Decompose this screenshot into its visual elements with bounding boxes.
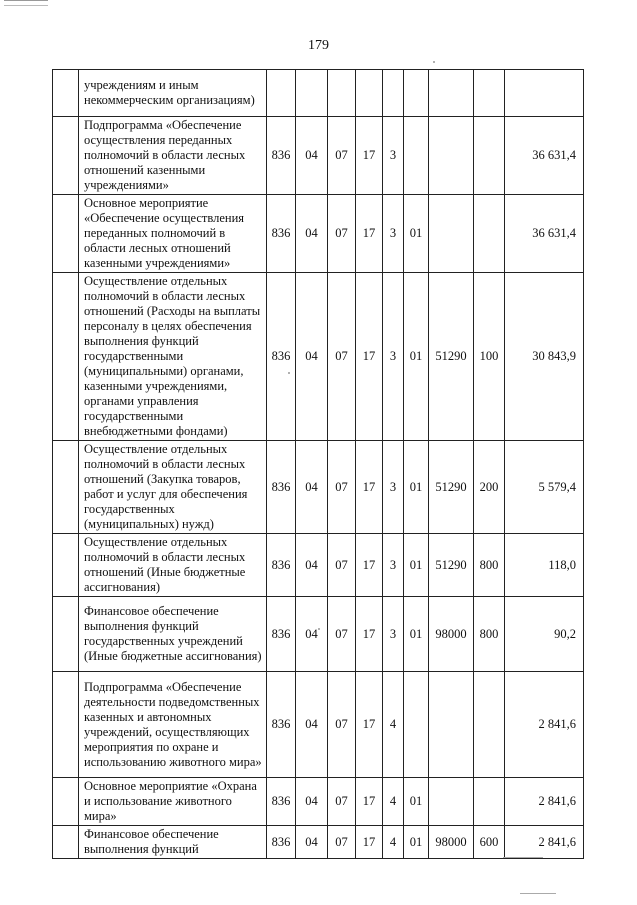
- budget-table-body: [53, 70, 584, 859]
- section-code-cell: 04: [296, 826, 328, 859]
- amount-cell: 5 579,4: [505, 441, 584, 534]
- row-index-cell: [53, 778, 79, 826]
- event-code-cell: 01: [404, 597, 429, 672]
- direction-code-cell: 51290: [429, 534, 474, 597]
- direction-code-cell: [429, 117, 474, 195]
- section-code-cell: 04: [296, 195, 328, 273]
- expense-type-code-cell: [474, 195, 505, 273]
- amount-cell: 90,2: [505, 597, 584, 672]
- subprogram-code-cell: 3: [383, 195, 404, 273]
- expense-type-code-cell: [474, 70, 505, 117]
- expense-type-code-cell: [474, 117, 505, 195]
- program-code-cell: 17: [356, 534, 383, 597]
- event-code-cell: 01: [404, 534, 429, 597]
- direction-code-cell: [429, 778, 474, 826]
- table-row: [53, 273, 584, 441]
- program-code-cell: 17: [356, 441, 383, 534]
- table-row: [53, 597, 584, 672]
- amount-cell: 2 841,6: [505, 672, 584, 778]
- program-code-cell: 17: [356, 672, 383, 778]
- direction-code-cell: [429, 195, 474, 273]
- program-code-cell: 17: [356, 826, 383, 859]
- expense-type-code-cell: [474, 672, 505, 778]
- amount-cell: 30 843,9: [505, 273, 584, 441]
- amount-cell: 36 631,4: [505, 117, 584, 195]
- ved-code-cell: 836: [267, 826, 296, 859]
- row-name-cell: Финансовое обеспечение выполнения функций: [79, 826, 267, 859]
- ved-code-cell: 836: [267, 441, 296, 534]
- section-code-cell: 04: [296, 117, 328, 195]
- scan-speck: [288, 372, 290, 374]
- ved-code-cell: 836: [267, 672, 296, 778]
- row-name-cell: Подпрограмма «Обеспечение осуществления переданных полномочий в области лесных отношений казенными учреждениями»: [79, 117, 267, 195]
- expense-type-code-cell: 800: [474, 534, 505, 597]
- subprogram-code-cell: [383, 70, 404, 117]
- direction-code-cell: 51290: [429, 273, 474, 441]
- section-code-cell: [296, 70, 328, 117]
- table-row: [53, 534, 584, 597]
- row-name-cell: Финансовое обеспечение выполнения функций государственных учреждений (Иные бюджетные ассигнования): [79, 597, 267, 672]
- scan-speck: [318, 628, 320, 630]
- table-row: [53, 441, 584, 534]
- row-name-cell: Основное мероприятие «Охрана и использование животного мира»: [79, 778, 267, 826]
- direction-code-cell: [429, 70, 474, 117]
- subsection-code-cell: 07: [328, 195, 356, 273]
- table-row: [53, 195, 584, 273]
- subsection-code-cell: 07: [328, 672, 356, 778]
- table-row: [53, 672, 584, 778]
- section-code-cell: 04: [296, 273, 328, 441]
- row-name-cell: Осуществление отдельных полномочий в области лесных отношений (Закупка товаров, работ и услуг для обеспечения государственных (муниципальных) нужд): [79, 441, 267, 534]
- scan-corner-mark: [4, 0, 48, 6]
- expense-type-code-cell: [474, 778, 505, 826]
- row-index-cell: [53, 117, 79, 195]
- direction-code-cell: 51290: [429, 441, 474, 534]
- subsection-code-cell: 07: [328, 441, 356, 534]
- row-index-cell: [53, 534, 79, 597]
- subsection-code-cell: 07: [328, 273, 356, 441]
- row-name-cell: учреждениям и иным некоммерческим организациям): [79, 70, 267, 117]
- subsection-code-cell: 07: [328, 778, 356, 826]
- subsection-code-cell: 07: [328, 534, 356, 597]
- program-code-cell: 17: [356, 778, 383, 826]
- section-code-cell: 04: [296, 534, 328, 597]
- event-code-cell: 01: [404, 826, 429, 859]
- subsection-code-cell: [328, 70, 356, 117]
- scan-mark: [520, 893, 556, 894]
- event-code-cell: 01: [404, 778, 429, 826]
- scan-speck: [433, 61, 435, 63]
- subprogram-code-cell: 3: [383, 441, 404, 534]
- event-code-cell: 01: [404, 195, 429, 273]
- expense-type-code-cell: 800: [474, 597, 505, 672]
- ved-code-cell: 836: [267, 534, 296, 597]
- amount-cell: 2 841,6: [505, 826, 584, 859]
- event-code-cell: 01: [404, 441, 429, 534]
- row-name-cell: Осуществление отдельных полномочий в области лесных отношений (Иные бюджетные ассигнования): [79, 534, 267, 597]
- budget-table: [52, 69, 584, 859]
- section-code-cell: 04: [296, 441, 328, 534]
- expense-type-code-cell: 200: [474, 441, 505, 534]
- ved-code-cell: 836: [267, 273, 296, 441]
- row-index-cell: [53, 672, 79, 778]
- table-row: [53, 826, 584, 859]
- row-index-cell: [53, 441, 79, 534]
- row-index-cell: [53, 826, 79, 859]
- row-name-cell: Осуществление отдельных полномочий в области лесных отношений (Расходы на выплаты персоналу в целях обеспечения выполнения функций государственными (муниципальными) органами, казенными учреждениями, органами управления государственными внебюджетными фондами): [79, 273, 267, 441]
- expense-type-code-cell: 600: [474, 826, 505, 859]
- subsection-code-cell: 07: [328, 597, 356, 672]
- table-row: [53, 117, 584, 195]
- row-index-cell: [53, 70, 79, 117]
- row-name-cell: Основное мероприятие «Обеспечение осуществления переданных полномочий в области лесных отношений казенными учреждениями»: [79, 195, 267, 273]
- ved-code-cell: 836: [267, 117, 296, 195]
- section-code-cell: 04: [296, 778, 328, 826]
- table-row: [53, 778, 584, 826]
- subsection-code-cell: 07: [328, 117, 356, 195]
- expense-type-code-cell: 100: [474, 273, 505, 441]
- program-code-cell: [356, 70, 383, 117]
- subprogram-code-cell: 3: [383, 597, 404, 672]
- row-name-cell: Подпрограмма «Обеспечение деятельности подведомственных казенных и автономных учреждений, осуществляющих мероприятия по охране и использованию животного мира»: [79, 672, 267, 778]
- table-row: [53, 70, 584, 117]
- subsection-code-cell: 07: [328, 826, 356, 859]
- ved-code-cell: 836: [267, 597, 296, 672]
- amount-cell: 36 631,4: [505, 195, 584, 273]
- subprogram-code-cell: 3: [383, 273, 404, 441]
- row-index-cell: [53, 195, 79, 273]
- direction-code-cell: 98000: [429, 826, 474, 859]
- section-code-cell: 04: [296, 672, 328, 778]
- page-number: 179: [308, 38, 329, 53]
- direction-code-cell: [429, 672, 474, 778]
- event-code-cell: [404, 70, 429, 117]
- subprogram-code-cell: 4: [383, 826, 404, 859]
- amount-cell: [505, 70, 584, 117]
- program-code-cell: 17: [356, 273, 383, 441]
- row-index-cell: [53, 273, 79, 441]
- ved-code-cell: 836: [267, 778, 296, 826]
- subprogram-code-cell: 4: [383, 672, 404, 778]
- scan-mark: [503, 857, 543, 858]
- subprogram-code-cell: 4: [383, 778, 404, 826]
- program-code-cell: 17: [356, 195, 383, 273]
- event-code-cell: [404, 672, 429, 778]
- ved-code-cell: [267, 70, 296, 117]
- row-index-cell: [53, 597, 79, 672]
- amount-cell: 118,0: [505, 534, 584, 597]
- program-code-cell: 17: [356, 597, 383, 672]
- event-code-cell: 01: [404, 273, 429, 441]
- subprogram-code-cell: 3: [383, 534, 404, 597]
- direction-code-cell: 98000: [429, 597, 474, 672]
- amount-cell: 2 841,6: [505, 778, 584, 826]
- section-code-cell: 04: [296, 597, 328, 672]
- program-code-cell: 17: [356, 117, 383, 195]
- subprogram-code-cell: 3: [383, 117, 404, 195]
- event-code-cell: [404, 117, 429, 195]
- ved-code-cell: 836: [267, 195, 296, 273]
